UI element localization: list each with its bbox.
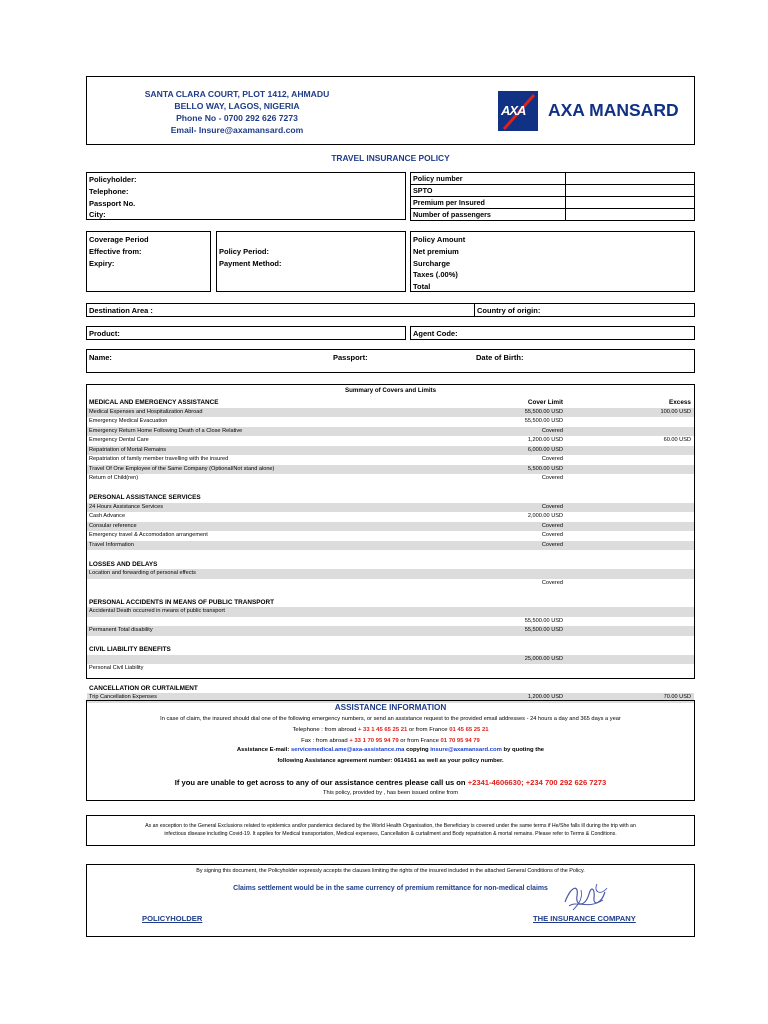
assistance-agreement: following Assistance agreement number: 0614161 as well as your policy number. <box>277 758 504 764</box>
insured-passport-label: Passport: <box>333 353 368 362</box>
signature-line1: By signing this document, the Policyholder expressly accepts the clauses limiting the rights of the insured included in the attached General Conditions of the Policy. <box>196 868 585 874</box>
signature-box <box>86 864 695 937</box>
assistance-fax <box>87 738 694 744</box>
phone-number: Phone No - 0700 292 626 7273 <box>176 113 298 123</box>
cover-name: Consular reference <box>89 522 137 529</box>
taxes-label: Taxes (.00%) <box>413 270 458 279</box>
table-row <box>87 607 694 617</box>
table-row <box>87 664 694 674</box>
cover-limit: 55,500.00 USD <box>524 418 563 424</box>
excess-header: Excess <box>668 399 691 406</box>
table-row <box>87 455 694 465</box>
table-row <box>87 512 694 522</box>
table-row <box>87 579 694 589</box>
table-row <box>87 408 694 418</box>
cover-limit: 25,000.00 USD <box>524 655 563 662</box>
cover-name: Trip Cancellation Expenses <box>89 694 157 700</box>
destination-row <box>86 303 695 317</box>
cover-name: Personal Civil Liability <box>89 665 144 672</box>
coverage-box-left <box>86 231 211 292</box>
cover-limit: Covered <box>541 456 563 462</box>
table-row <box>87 626 694 636</box>
cover-name: Emergency travel & Accomodation arrangement <box>89 532 208 539</box>
cover-name: Travel Of One Employee of the Same Company (Optional/Not stand alone) <box>89 465 275 472</box>
expiry-label: Expiry: <box>89 259 115 268</box>
exclusions-line1: As an exception to the General Exclusions related to epidemics and/or pandemics declared by the World Health Organisation, the Beneficiary is covered under the same terms if He/She falls ill during the trip with an <box>145 823 636 829</box>
table-row <box>87 655 694 665</box>
cover-limit: Covered <box>541 475 563 481</box>
cover-limit: 1,200.00 USD <box>527 694 563 700</box>
cover-limit: 2,000.00 USD <box>527 513 563 520</box>
company-signature-label: THE INSURANCE COMPANY <box>533 914 636 923</box>
summary-title: Summary of Covers and Limits <box>344 387 437 394</box>
cover-name: Cash Advance <box>89 513 126 520</box>
assistance-title: ASSISTANCE INFORMATION <box>334 703 447 712</box>
policy-info-table <box>410 172 695 221</box>
cover-limit: Covered <box>541 503 563 510</box>
table-row <box>87 531 694 541</box>
insured-dob-label: Date of Birth: <box>476 353 524 362</box>
cover-limit: 5,500.00 USD <box>527 465 563 472</box>
cover-name: Repatriation of family member travelling with the insured <box>89 456 229 462</box>
section-heading: PERSONAL ACCIDENTS IN MEANS OF PUBLIC TRANSPORT <box>89 598 274 606</box>
cover-name: Emergency Dental Care <box>89 437 149 443</box>
section-heading: CANCELLATION OR CURTAILMENT <box>89 684 198 692</box>
destination-area-label: Destination Area : <box>89 306 153 315</box>
assistance-box <box>86 700 695 801</box>
cover-name: Medical Expenses and Hospitalization Abroad <box>89 408 203 415</box>
signature-line2: Claims settlement would be in the same currency of premium remittance for non-medical claims <box>233 885 548 892</box>
cover-excess: 100.00 USD <box>660 408 691 415</box>
cover-name: Return of Child(ren) <box>89 475 139 481</box>
spto-value <box>566 185 695 197</box>
assistance-issued: This policy, provided by , has been issued online from <box>323 790 458 796</box>
cover-limit: 1,200.00 USD <box>527 437 563 443</box>
fax-abroad: + 33 1 70 95 94 79 <box>349 738 399 744</box>
policy-period-label: Policy Period: <box>219 247 270 256</box>
product-row-right <box>410 326 695 340</box>
cover-name: Accidental Death occurred in means of public transport <box>89 608 225 615</box>
table-row <box>87 427 694 437</box>
policyholder-label: Policyholder: <box>89 175 137 184</box>
cover-limit: 55,500.00 USD <box>524 627 563 634</box>
exclusions-line2: infectious disease including Covid-19. It applies for Medical transportation, Medical expenses, Cancellation & curtailment and Body repatriation & mortal remains. Please refer to Terms & Conditions. <box>164 831 617 837</box>
cover-limit: Covered <box>541 427 563 434</box>
cover-limit: 55,500.00 USD <box>524 617 563 624</box>
passport-label: Passport No. <box>89 199 136 208</box>
assistance-line1: In case of claim, the insured should dial one of the following emergency numbers, or send an assistance request to the provided email addresses - 24 hours a day and 365 days a year <box>160 716 621 722</box>
tel-prefix: Telephone : from abroad <box>292 727 358 733</box>
assistance-callus <box>87 778 694 787</box>
email-mid: copying <box>404 747 431 753</box>
fax-prefix: Fax : from abroad <box>301 738 350 744</box>
payment-method-label: Payment Method: <box>219 259 282 268</box>
table-row <box>87 474 694 484</box>
cover-name: Repatriation of Mortal Remains <box>89 446 167 453</box>
page-title: TRAVEL INSURANCE POLICY <box>331 153 450 163</box>
policyholder-signature-label: POLICYHOLDER <box>142 914 203 923</box>
table-row <box>87 446 694 456</box>
cover-excess: 60.00 USD <box>663 437 691 443</box>
section-heading: PERSONAL ASSISTANCE SERVICES <box>89 494 201 502</box>
fax-france: 01 70 95 94 79 <box>440 738 480 744</box>
net-premium-label: Net premium <box>413 247 459 256</box>
email-address: Email- Insure@axamansard.com <box>170 125 304 135</box>
cover-limit: 55,500.00 USD <box>524 408 563 415</box>
callus-numbers: +2341-4606630; +234 700 292 626 7273 <box>467 778 607 787</box>
cover-name: Emergency Return Home Following Death of a Close Relative <box>89 427 243 434</box>
cover-limit: Covered <box>541 579 563 586</box>
section-heading: MEDICAL AND EMERGENCY ASSISTANCE <box>89 399 219 406</box>
table-row <box>87 417 694 427</box>
product-row-left <box>86 326 406 340</box>
cover-name: Travel Information <box>89 541 134 548</box>
section-heading: LOSSES AND DELAYS <box>89 560 158 568</box>
policyholder-box <box>86 172 406 220</box>
email-suffix: by quoting the <box>501 747 545 753</box>
insured-name-label: Name: <box>89 353 112 362</box>
tel-france: 01 45 65 25 21 <box>449 727 489 733</box>
assistance-email <box>87 747 694 753</box>
table-row <box>87 522 694 532</box>
cover-excess: 70.00 USD <box>663 694 691 700</box>
tel-abroad: + 33 1 45 65 25 21 <box>357 727 408 733</box>
passengers-label: Number of passengers <box>411 209 566 221</box>
policy-amount-label: Policy Amount <box>413 235 466 244</box>
header-box <box>86 76 695 145</box>
amount-box <box>410 231 695 292</box>
exclusions-box <box>86 815 695 846</box>
axa-logo-text: AXA MANSARD <box>548 100 679 120</box>
axa-logo-mark-text: AXA <box>501 103 526 118</box>
telephone-label: Telephone: <box>89 187 129 196</box>
agent-code-label: Agent Code: <box>413 329 458 338</box>
summary-table <box>86 384 695 700</box>
address-line-2: BELLO WAY, LAGOS, NIGERIA <box>174 101 300 111</box>
axa-logo-mark <box>498 91 538 131</box>
cover-name: Location and forwarding of personal effects <box>89 570 196 577</box>
assistance-email-link[interactable]: servicemedical.ame@axa-assistance.ma <box>290 747 405 753</box>
table-row <box>87 503 694 513</box>
axa-logo <box>498 91 688 131</box>
table-row <box>87 465 694 475</box>
table-row <box>87 541 694 551</box>
address-line-1: SANTA CLARA COURT, PLOT 1412, AHMADU <box>144 89 330 99</box>
axa-email-link[interactable]: insure@axamansard.com <box>430 747 502 753</box>
cover-name: 24 Hours Assistance Services <box>89 503 163 510</box>
coverage-box-right <box>216 231 406 292</box>
coverage-period-label: Coverage Period <box>89 235 149 244</box>
premium-label: Premium per Insured <box>411 197 566 209</box>
handwritten-signature <box>561 880 611 914</box>
passengers-value <box>566 209 695 221</box>
email-prefix: Assistance E-mail: <box>236 747 291 753</box>
cover-limit: Covered <box>541 522 563 529</box>
table-row <box>87 436 694 446</box>
table-row <box>87 569 694 579</box>
fax-mid: or from France <box>398 738 441 744</box>
callus-prefix: If you are unable to get across to any of our assistance centres please call us on <box>174 778 468 787</box>
cover-name: Permanent Total disability <box>89 627 153 634</box>
table-row <box>87 617 694 627</box>
insured-row <box>86 349 695 373</box>
cover-limit-header: Cover Limit <box>527 399 563 406</box>
section-heading: CIVIL LIABILITY BENEFITS <box>89 646 171 654</box>
cover-limit: Covered <box>541 541 563 548</box>
spto-label: SPTO <box>411 185 566 197</box>
policy-number-label: Policy number <box>411 173 566 185</box>
assistance-telephone <box>87 727 694 733</box>
surcharge-label: Surcharge <box>413 259 451 268</box>
tel-mid: or from France <box>407 727 450 733</box>
cover-limit: 6,000.00 USD <box>527 446 563 453</box>
country-of-origin-label: Country of origin: <box>477 306 541 315</box>
policy-number-value <box>566 173 695 185</box>
effective-from-label: Effective from: <box>89 247 142 256</box>
cover-limit: Covered <box>541 532 563 539</box>
premium-value <box>566 197 695 209</box>
product-label: Product: <box>89 329 120 338</box>
total-label: Total <box>413 282 431 291</box>
city-label: City: <box>89 210 106 219</box>
cover-name: Emergency Medical Evacuation <box>89 418 168 424</box>
